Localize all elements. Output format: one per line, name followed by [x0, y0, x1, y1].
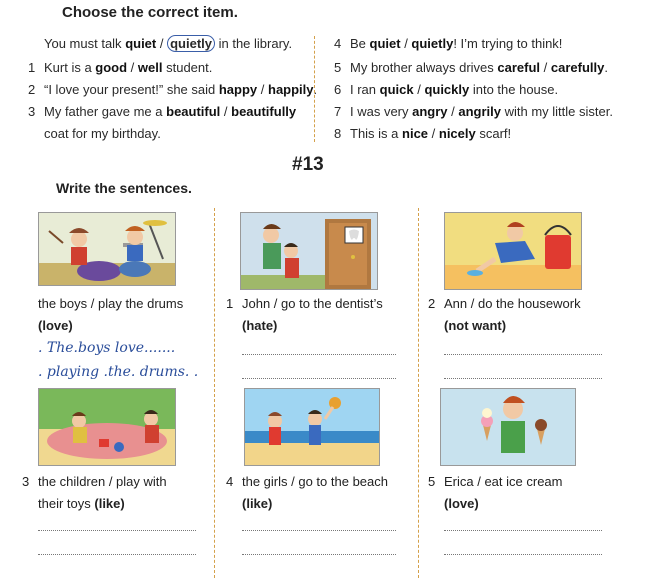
verb-5: (love): [444, 496, 479, 511]
answer-line-5b[interactable]: [444, 554, 602, 555]
answer-line-4b[interactable]: [242, 554, 396, 555]
housework-picture: [444, 212, 582, 290]
exercise-title: Choose the correct item.: [62, 4, 238, 21]
boys-drums-picture: [38, 212, 176, 286]
answer-line-2a[interactable]: [444, 354, 602, 355]
verb-2: (not want): [444, 318, 507, 333]
prompt-3: 3 the children / play with: [22, 474, 167, 489]
prompt-example: the boys / play the drums: [38, 296, 184, 311]
answer-line-5a[interactable]: [444, 530, 602, 531]
item-5: 5 My brother always drives careful / carefully.: [334, 60, 608, 75]
item-2: 2 “I love your present!” she said happy / happily.: [28, 82, 318, 97]
prompt-5: 5 Erica / eat ice cream: [428, 474, 563, 489]
item-4: 4 Be quiet / quietly! I’m trying to think!: [334, 36, 563, 51]
column-divider: [314, 36, 315, 142]
prompt-3-line2: their toys (like): [38, 496, 125, 511]
item-3: 3 My father gave me a beautiful / beautifully: [28, 104, 297, 119]
answer-line-2b[interactable]: [444, 378, 602, 379]
ice-cream-picture: [440, 388, 576, 466]
prompt-2: 2 Ann / do the housework: [428, 296, 581, 311]
grid-divider-left: [214, 208, 215, 578]
grid-divider-right: [418, 208, 419, 578]
toys-picture: [38, 388, 176, 466]
dentist-picture: [240, 212, 378, 290]
answer-line-4a[interactable]: [242, 530, 396, 531]
item-8: 8 This is a nice / nicely scarf!: [334, 126, 512, 141]
verb-example: (love): [38, 318, 73, 333]
circled-answer: quietly: [167, 35, 215, 52]
answer-line-1b[interactable]: [242, 378, 396, 379]
verb-1: (hate): [242, 318, 278, 333]
item-6: 6 I ran quick / quickly into the house.: [334, 82, 559, 97]
prompt-1: 1 John / go to the dentist’s: [226, 296, 383, 311]
beach-picture: [244, 388, 380, 466]
item-3-continued: coat for my birthday.: [44, 126, 161, 141]
example-sentence: You must talk quiet / quietly in the library.: [44, 36, 293, 51]
exercise-title-2: Write the sentences.: [56, 180, 192, 196]
answer-line-3a[interactable]: [38, 530, 196, 531]
prompt-4: 4 the girls / go to the beach: [226, 474, 388, 489]
answer-line-3b[interactable]: [38, 554, 196, 555]
example-answer-line1: . The.boys love.......: [38, 340, 176, 356]
verb-4: (like): [242, 496, 273, 511]
answer-line-1a[interactable]: [242, 354, 396, 355]
exercise-number: #13: [292, 154, 324, 175]
item-7: 7 I was very angry / angrily with my little sister.: [334, 104, 613, 119]
example-answer-line2: . playing .the. drums. .: [38, 364, 199, 380]
item-1: 1 Kurt is a good / well student.: [28, 60, 213, 75]
